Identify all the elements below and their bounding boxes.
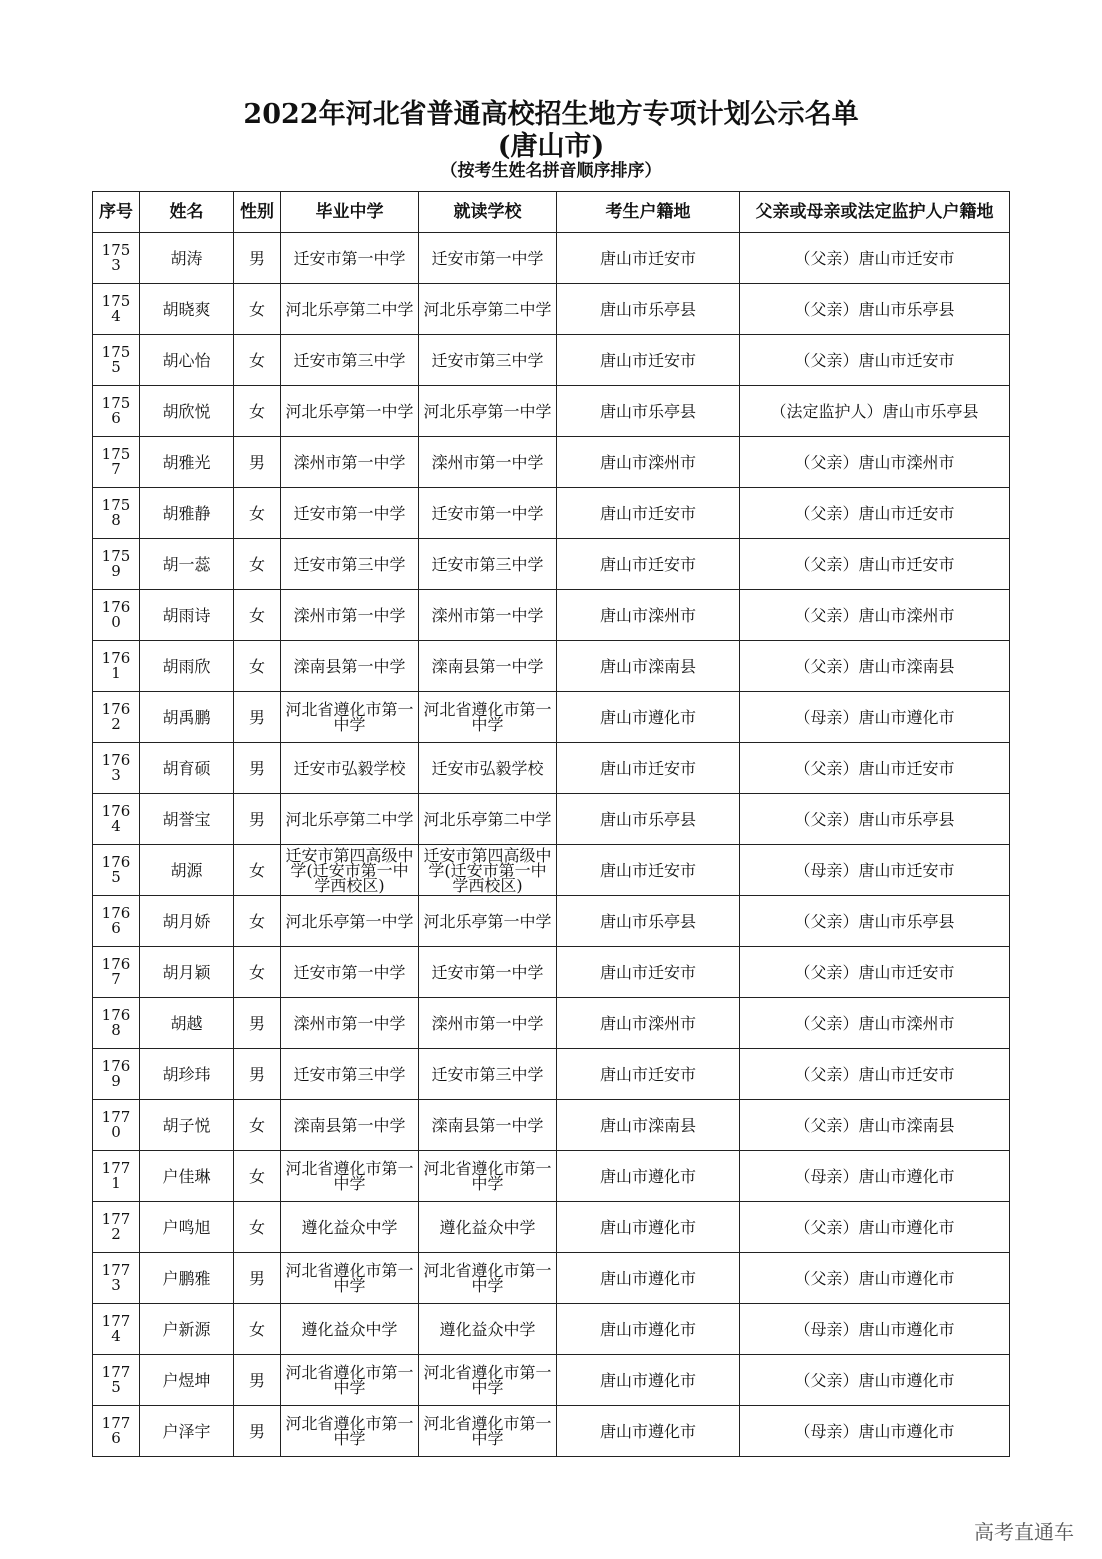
cell-guardian-residence: （父亲）唐山市迁安市 — [740, 233, 1010, 284]
cell-current-school: 河北省遵化市第一中学 — [419, 1253, 557, 1304]
cell-grad-school: 滦州市第一中学 — [281, 998, 419, 1049]
cell-index: 1771 — [93, 1151, 140, 1202]
col-header-gender: 性别 — [234, 192, 281, 233]
cell-name: 胡月娇 — [140, 896, 234, 947]
cell-name: 胡育硕 — [140, 743, 234, 794]
cell-name: 胡心怡 — [140, 335, 234, 386]
cell-grad-school: 遵化益众中学 — [281, 1304, 419, 1355]
cell-guardian-residence: （母亲）唐山市迁安市 — [740, 845, 1010, 896]
table-row — [93, 743, 1010, 794]
table-row — [93, 590, 1010, 641]
cell-residence: 唐山市迁安市 — [557, 1049, 740, 1100]
table-row — [93, 1151, 1010, 1202]
cell-grad-school: 河北乐亭第一中学 — [281, 896, 419, 947]
cell-current-school: 迁安市第三中学 — [419, 335, 557, 386]
table-row — [93, 1304, 1010, 1355]
cell-gender: 女 — [234, 1304, 281, 1355]
col-header-name: 姓名 — [140, 192, 234, 233]
cell-gender: 女 — [234, 335, 281, 386]
cell-guardian-residence: （父亲）唐山市滦州市 — [740, 437, 1010, 488]
cell-residence: 唐山市乐亭县 — [557, 284, 740, 335]
cell-name: 胡源 — [140, 845, 234, 896]
cell-grad-school: 河北乐亭第二中学 — [281, 284, 419, 335]
cell-gender: 男 — [234, 1049, 281, 1100]
col-header-grad-school: 毕业中学 — [281, 192, 419, 233]
cell-grad-school: 迁安市第三中学 — [281, 1049, 419, 1100]
cell-index: 1765 — [93, 845, 140, 896]
cell-residence: 唐山市遵化市 — [557, 692, 740, 743]
cell-current-school: 滦州市第一中学 — [419, 437, 557, 488]
cell-name: 胡珍玮 — [140, 1049, 234, 1100]
cell-current-school: 迁安市第三中学 — [419, 539, 557, 590]
cell-gender: 男 — [234, 743, 281, 794]
cell-index: 1756 — [93, 386, 140, 437]
cell-residence: 唐山市乐亭县 — [557, 386, 740, 437]
cell-gender: 女 — [234, 590, 281, 641]
cell-index: 1775 — [93, 1355, 140, 1406]
cell-index: 1757 — [93, 437, 140, 488]
cell-residence: 唐山市滦南县 — [557, 641, 740, 692]
cell-guardian-residence: （父亲）唐山市遵化市 — [740, 1253, 1010, 1304]
col-header-current-school: 就读学校 — [419, 192, 557, 233]
table-row — [93, 1406, 1010, 1457]
cell-gender: 女 — [234, 488, 281, 539]
table-header-row — [93, 192, 1010, 233]
cell-grad-school: 河北省遵化市第一中学 — [281, 1355, 419, 1406]
cell-index: 1772 — [93, 1202, 140, 1253]
cell-current-school: 遵化益众中学 — [419, 1304, 557, 1355]
cell-name: 胡雅静 — [140, 488, 234, 539]
cell-residence: 唐山市乐亭县 — [557, 896, 740, 947]
col-header-guardian-residence: 父亲或母亲或法定监护人户籍地 — [740, 192, 1010, 233]
cell-index: 1766 — [93, 896, 140, 947]
cell-name: 胡涛 — [140, 233, 234, 284]
cell-residence: 唐山市迁安市 — [557, 539, 740, 590]
cell-gender: 男 — [234, 437, 281, 488]
cell-guardian-residence: （父亲）唐山市迁安市 — [740, 1049, 1010, 1100]
cell-name: 胡禹鹏 — [140, 692, 234, 743]
cell-name: 胡越 — [140, 998, 234, 1049]
cell-gender: 男 — [234, 794, 281, 845]
cell-index: 1754 — [93, 284, 140, 335]
cell-guardian-residence: （父亲）唐山市遵化市 — [740, 1355, 1010, 1406]
cell-grad-school: 河北省遵化市第一中学 — [281, 1151, 419, 1202]
cell-residence: 唐山市迁安市 — [557, 233, 740, 284]
cell-index: 1760 — [93, 590, 140, 641]
col-header-residence: 考生户籍地 — [557, 192, 740, 233]
cell-name: 胡雨欣 — [140, 641, 234, 692]
table-row — [93, 794, 1010, 845]
cell-residence: 唐山市迁安市 — [557, 947, 740, 998]
cell-gender: 女 — [234, 1151, 281, 1202]
cell-guardian-residence: （父亲）唐山市迁安市 — [740, 335, 1010, 386]
cell-index: 1759 — [93, 539, 140, 590]
cell-grad-school: 滦南县第一中学 — [281, 641, 419, 692]
cell-index: 1764 — [93, 794, 140, 845]
cell-gender: 男 — [234, 998, 281, 1049]
cell-gender: 女 — [234, 1100, 281, 1151]
cell-grad-school: 河北省遵化市第一中学 — [281, 1406, 419, 1457]
cell-index: 1776 — [93, 1406, 140, 1457]
cell-grad-school: 迁安市第三中学 — [281, 539, 419, 590]
cell-index: 1753 — [93, 233, 140, 284]
cell-name: 户佳琳 — [140, 1151, 234, 1202]
cell-name: 胡誉宝 — [140, 794, 234, 845]
roster-table — [92, 191, 1010, 1457]
table-row — [93, 1355, 1010, 1406]
cell-residence: 唐山市滦州市 — [557, 590, 740, 641]
cell-index: 1763 — [93, 743, 140, 794]
cell-current-school: 河北省遵化市第一中学 — [419, 1355, 557, 1406]
cell-current-school: 滦南县第一中学 — [419, 1100, 557, 1151]
table-row — [93, 233, 1010, 284]
cell-gender: 女 — [234, 386, 281, 437]
cell-current-school: 迁安市第四高级中学(迁安市第一中学西校区) — [419, 845, 557, 896]
cell-name: 胡雨诗 — [140, 590, 234, 641]
cell-name: 胡雅光 — [140, 437, 234, 488]
cell-index: 1774 — [93, 1304, 140, 1355]
cell-guardian-residence: （父亲）唐山市乐亭县 — [740, 284, 1010, 335]
cell-guardian-residence: （母亲）唐山市遵化市 — [740, 1304, 1010, 1355]
cell-name: 胡欣悦 — [140, 386, 234, 437]
table-row — [93, 896, 1010, 947]
cell-grad-school: 迁安市第一中学 — [281, 947, 419, 998]
table-row — [93, 1253, 1010, 1304]
cell-gender: 女 — [234, 641, 281, 692]
table-row — [93, 284, 1010, 335]
page-subtitle: (唐山市) — [497, 131, 605, 162]
cell-name: 胡子悦 — [140, 1100, 234, 1151]
cell-residence: 唐山市迁安市 — [557, 488, 740, 539]
table-row — [93, 437, 1010, 488]
cell-index: 1773 — [93, 1253, 140, 1304]
cell-grad-school: 河北乐亭第二中学 — [281, 794, 419, 845]
cell-index: 1761 — [93, 641, 140, 692]
cell-index: 1758 — [93, 488, 140, 539]
cell-residence: 唐山市滦南县 — [557, 1100, 740, 1151]
table-row — [93, 641, 1010, 692]
cell-residence: 唐山市遵化市 — [557, 1355, 740, 1406]
cell-guardian-residence: （母亲）唐山市遵化市 — [740, 1406, 1010, 1457]
cell-gender: 女 — [234, 947, 281, 998]
cell-current-school: 河北乐亭第二中学 — [419, 284, 557, 335]
cell-guardian-residence: （父亲）唐山市迁安市 — [740, 947, 1010, 998]
table-row — [93, 998, 1010, 1049]
cell-guardian-residence: （父亲）唐山市迁安市 — [740, 539, 1010, 590]
cell-guardian-residence: （父亲）唐山市滦州市 — [740, 590, 1010, 641]
cell-index: 1768 — [93, 998, 140, 1049]
page-title: 2022年河北省普通高校招生地方专项计划公示名单 — [243, 99, 859, 130]
cell-name: 胡一蕊 — [140, 539, 234, 590]
cell-guardian-residence: （父亲）唐山市乐亭县 — [740, 794, 1010, 845]
cell-grad-school: 迁安市第一中学 — [281, 233, 419, 284]
cell-gender: 男 — [234, 1406, 281, 1457]
cell-name: 胡晓爽 — [140, 284, 234, 335]
cell-current-school: 河北省遵化市第一中学 — [419, 1406, 557, 1457]
cell-current-school: 遵化益众中学 — [419, 1202, 557, 1253]
cell-guardian-residence: （父亲）唐山市滦南县 — [740, 641, 1010, 692]
cell-index: 1762 — [93, 692, 140, 743]
cell-name: 户泽宇 — [140, 1406, 234, 1457]
cell-current-school: 迁安市第一中学 — [419, 233, 557, 284]
cell-residence: 唐山市遵化市 — [557, 1304, 740, 1355]
cell-gender: 男 — [234, 692, 281, 743]
cell-grad-school: 迁安市第一中学 — [281, 488, 419, 539]
cell-guardian-residence: （父亲）唐山市滦南县 — [740, 1100, 1010, 1151]
col-header-index: 序号 — [93, 192, 140, 233]
cell-residence: 唐山市滦州市 — [557, 998, 740, 1049]
cell-name: 胡月颖 — [140, 947, 234, 998]
cell-current-school: 河北乐亭第一中学 — [419, 896, 557, 947]
cell-index: 1769 — [93, 1049, 140, 1100]
cell-current-school: 滦南县第一中学 — [419, 641, 557, 692]
cell-index: 1755 — [93, 335, 140, 386]
cell-residence: 唐山市乐亭县 — [557, 794, 740, 845]
table-row — [93, 692, 1010, 743]
cell-residence: 唐山市迁安市 — [557, 845, 740, 896]
cell-residence: 唐山市遵化市 — [557, 1406, 740, 1457]
cell-residence: 唐山市滦州市 — [557, 437, 740, 488]
cell-name: 户煜坤 — [140, 1355, 234, 1406]
cell-current-school: 滦州市第一中学 — [419, 590, 557, 641]
cell-residence: 唐山市遵化市 — [557, 1253, 740, 1304]
table-row — [93, 845, 1010, 896]
table-row — [93, 488, 1010, 539]
cell-grad-school: 滦南县第一中学 — [281, 1100, 419, 1151]
cell-name: 户鹏雅 — [140, 1253, 234, 1304]
cell-current-school: 迁安市第一中学 — [419, 947, 557, 998]
cell-grad-school: 河北乐亭第一中学 — [281, 386, 419, 437]
cell-guardian-residence: （母亲）唐山市遵化市 — [740, 692, 1010, 743]
cell-current-school: 迁安市第三中学 — [419, 1049, 557, 1100]
table-row — [93, 1100, 1010, 1151]
cell-guardian-residence: （法定监护人）唐山市乐亭县 — [740, 386, 1010, 437]
table-row — [93, 947, 1010, 998]
cell-index: 1767 — [93, 947, 140, 998]
cell-grad-school: 迁安市弘毅学校 — [281, 743, 419, 794]
cell-current-school: 河北省遵化市第一中学 — [419, 692, 557, 743]
table-row — [93, 335, 1010, 386]
table-row — [93, 539, 1010, 590]
cell-residence: 唐山市迁安市 — [557, 743, 740, 794]
cell-grad-school: 滦州市第一中学 — [281, 437, 419, 488]
cell-gender: 女 — [234, 284, 281, 335]
cell-current-school: 迁安市第一中学 — [419, 488, 557, 539]
cell-grad-school: 滦州市第一中学 — [281, 590, 419, 641]
cell-grad-school: 河北省遵化市第一中学 — [281, 692, 419, 743]
cell-gender: 男 — [234, 1253, 281, 1304]
cell-current-school: 河北乐亭第二中学 — [419, 794, 557, 845]
cell-guardian-residence: （父亲）唐山市乐亭县 — [740, 896, 1010, 947]
cell-index: 1770 — [93, 1100, 140, 1151]
cell-residence: 唐山市遵化市 — [557, 1151, 740, 1202]
cell-current-school: 河北省遵化市第一中学 — [419, 1151, 557, 1202]
watermark: 高考直通车 — [974, 1520, 1074, 1544]
cell-gender: 女 — [234, 845, 281, 896]
cell-gender: 男 — [234, 1355, 281, 1406]
cell-guardian-residence: （母亲）唐山市遵化市 — [740, 1151, 1010, 1202]
cell-gender: 女 — [234, 1202, 281, 1253]
table-row — [93, 386, 1010, 437]
cell-gender: 男 — [234, 233, 281, 284]
cell-gender: 女 — [234, 539, 281, 590]
cell-current-school: 滦州市第一中学 — [419, 998, 557, 1049]
cell-guardian-residence: （父亲）唐山市迁安市 — [740, 743, 1010, 794]
cell-grad-school: 遵化益众中学 — [281, 1202, 419, 1253]
cell-guardian-residence: （父亲）唐山市迁安市 — [740, 488, 1010, 539]
cell-name: 户鸣旭 — [140, 1202, 234, 1253]
cell-grad-school: 河北省遵化市第一中学 — [281, 1253, 419, 1304]
cell-current-school: 迁安市弘毅学校 — [419, 743, 557, 794]
cell-gender: 女 — [234, 896, 281, 947]
table-row — [93, 1202, 1010, 1253]
cell-residence: 唐山市遵化市 — [557, 1202, 740, 1253]
cell-name: 户新源 — [140, 1304, 234, 1355]
cell-current-school: 河北乐亭第一中学 — [419, 386, 557, 437]
sort-note: （按考生姓名拼音顺序排序） — [440, 161, 662, 181]
cell-guardian-residence: （父亲）唐山市遵化市 — [740, 1202, 1010, 1253]
cell-grad-school: 迁安市第四高级中学(迁安市第一中学西校区) — [281, 845, 419, 896]
table-row — [93, 1049, 1010, 1100]
cell-guardian-residence: （父亲）唐山市滦州市 — [740, 998, 1010, 1049]
cell-residence: 唐山市迁安市 — [557, 335, 740, 386]
cell-grad-school: 迁安市第三中学 — [281, 335, 419, 386]
